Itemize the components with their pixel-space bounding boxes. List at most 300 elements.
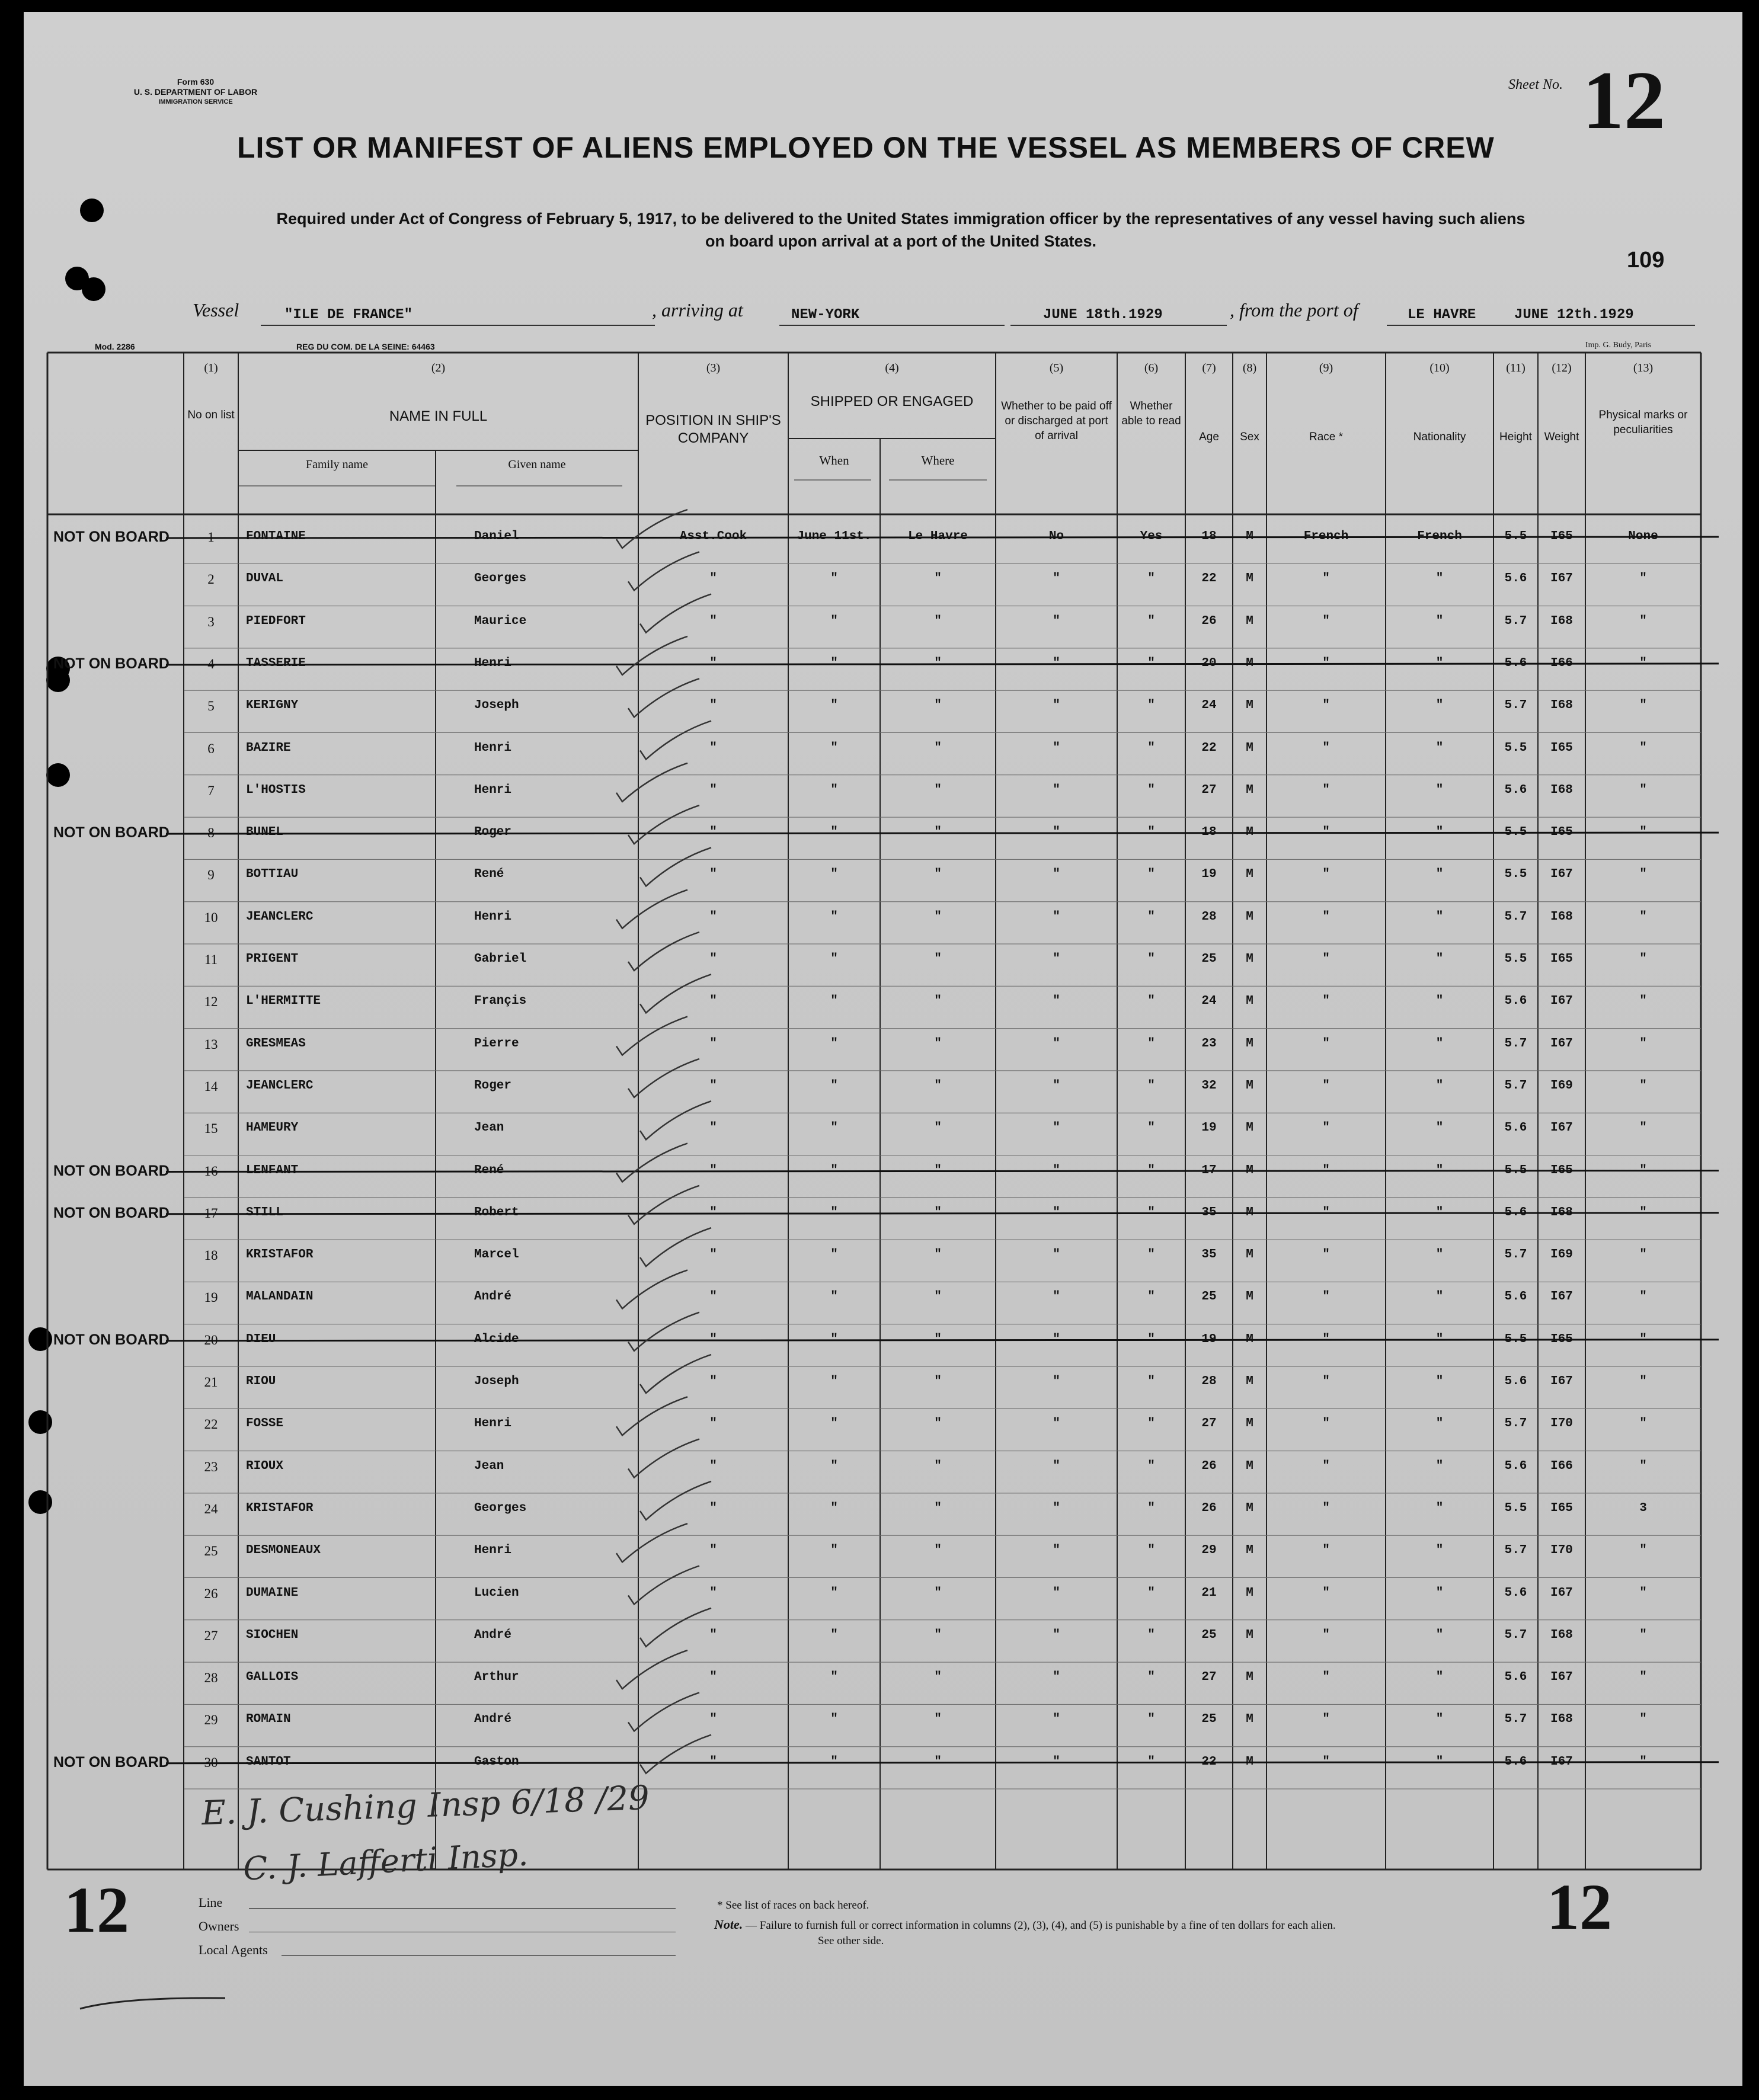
page-number: 109 (1627, 248, 1665, 273)
cell-weight: I68 (1550, 1205, 1573, 1219)
cell-race: " (1322, 1248, 1330, 1262)
cell-position: " (709, 572, 717, 586)
cell-when: " (830, 1755, 838, 1769)
cell-age: 17 (1201, 1163, 1217, 1177)
cell-position: " (709, 1375, 717, 1388)
cell-age: 24 (1201, 699, 1217, 713)
cell-race: " (1322, 1290, 1330, 1304)
cell-race: " (1322, 994, 1330, 1009)
cell-position: " (709, 994, 717, 1009)
cell-when: " (830, 910, 838, 924)
cell-when: " (830, 1501, 838, 1515)
cell-where: " (934, 1755, 942, 1769)
cell-where: " (934, 952, 942, 966)
cell-given: André (474, 1628, 512, 1642)
when-header: When (819, 453, 849, 468)
cell-weight: I70 (1550, 1417, 1573, 1431)
cell-height: 5.7 (1504, 614, 1527, 628)
cell-race: " (1322, 1036, 1330, 1051)
cell-when: " (830, 1586, 838, 1600)
column-number: (8) (1242, 361, 1257, 374)
cell-when: " (830, 1248, 838, 1262)
cell-given: Joseph (474, 1375, 519, 1388)
cell-no: 28 (204, 1670, 218, 1686)
cell-nat: French (1417, 530, 1462, 543)
cell-sex: M (1246, 741, 1253, 755)
cell-read: " (1147, 572, 1155, 586)
cell-height: 5.6 (1504, 1670, 1527, 1685)
cell-nat: " (1435, 1670, 1444, 1685)
cell-where: " (934, 614, 942, 628)
cell-weight: I68 (1550, 910, 1573, 924)
cell-given: Henri (474, 1417, 512, 1431)
cell-given: Gaston (474, 1755, 519, 1769)
cell-height: 5.5 (1504, 1501, 1527, 1515)
cell-race: " (1322, 1712, 1330, 1727)
cell-when: " (830, 1332, 838, 1346)
cell-paid: " (1053, 910, 1060, 924)
cell-position: " (709, 1290, 717, 1304)
cell-nat: " (1435, 1755, 1444, 1769)
cell-race: " (1322, 1670, 1330, 1685)
footer-number-right: 12 (1547, 1871, 1612, 1943)
cell-no: 24 (204, 1501, 218, 1516)
cell-marks: " (1639, 1417, 1647, 1431)
cell-paid: " (1053, 656, 1060, 670)
cell-read: " (1147, 1628, 1155, 1642)
cell-nat: " (1435, 699, 1444, 713)
cell-no: 20 (204, 1332, 218, 1347)
cell-when: " (830, 1628, 838, 1642)
cell-read: " (1147, 952, 1155, 966)
cell-position: " (709, 1501, 717, 1515)
cell-no: 9 (207, 867, 215, 883)
cell-paid: " (1053, 1163, 1060, 1177)
cell-position: " (709, 1036, 717, 1051)
cell-read: " (1147, 1670, 1155, 1685)
cell-sex: M (1246, 1375, 1253, 1388)
cell-paid: " (1053, 1586, 1060, 1600)
cell-paid: " (1053, 1755, 1060, 1769)
subtitle-line-1: Required under Act of Congress of February 5, 1917, to be delivered to the United States immigration officer by the representatives of any vessel having such aliens (276, 210, 1525, 228)
cell-family: TASSERIE (246, 656, 306, 670)
cell-weight: I67 (1550, 1670, 1573, 1685)
owners-label: Owners (199, 1919, 239, 1933)
cell-height: 5.6 (1504, 994, 1527, 1009)
cell-weight: I66 (1550, 1459, 1573, 1473)
cell-race: French (1303, 530, 1349, 543)
cell-position: " (709, 910, 717, 924)
cell-given: Maurice (474, 614, 527, 628)
cell-position: " (709, 1586, 717, 1600)
cell-position: " (709, 825, 717, 840)
footnote-other-side: See other side. (818, 1935, 884, 1947)
cell-race: " (1322, 1332, 1330, 1346)
column-header-c1: No on list (187, 409, 235, 421)
cell-family: BOTTIAU (246, 867, 299, 882)
cell-weight: I65 (1550, 1332, 1573, 1346)
cell-race: " (1322, 783, 1330, 797)
cell-weight: I67 (1550, 1290, 1573, 1304)
cell-family: KERIGNY (246, 699, 299, 713)
note-text: — Failure to furnish full or correct information in columns (2), (3), (4), and (5) is punishable by a fine of ten dollars for each alien. (746, 1919, 1336, 1932)
status-not-on-board: NOT ON BOARD (53, 824, 169, 841)
cell-weight: I67 (1550, 1755, 1573, 1769)
cell-paid: " (1053, 1290, 1060, 1304)
footer-scrawl (77, 1991, 231, 2015)
cell-nat: " (1435, 572, 1444, 586)
cell-when: June 11st. (797, 530, 872, 543)
cell-marks: " (1639, 1121, 1647, 1135)
cell-age: 27 (1201, 783, 1217, 797)
cell-when: " (830, 1459, 838, 1473)
cell-where: " (934, 1459, 942, 1473)
cell-no: 16 (204, 1163, 218, 1179)
cell-sex: M (1246, 1459, 1253, 1473)
cell-no: 4 (207, 656, 215, 671)
cell-family: DESMONEAUX (246, 1544, 321, 1558)
cell-height: 5.6 (1504, 656, 1527, 670)
cell-given: Jean (474, 1121, 504, 1135)
cell-height: 5.6 (1504, 1205, 1527, 1219)
cell-nat: " (1435, 1712, 1444, 1727)
cell-position: " (709, 1332, 717, 1346)
cell-paid: " (1053, 1375, 1060, 1388)
cell-no: 11 (204, 952, 218, 967)
cell-race: " (1322, 1417, 1330, 1431)
cell-where: " (934, 994, 942, 1009)
cell-where: " (934, 783, 942, 797)
cell-weight: I65 (1550, 1163, 1573, 1177)
cell-age: 24 (1201, 994, 1217, 1009)
cell-weight: I67 (1550, 572, 1573, 586)
cell-no: 15 (204, 1121, 218, 1137)
cell-given: Marcel (474, 1248, 519, 1262)
column-header-c10: Nationality (1413, 431, 1466, 443)
cell-when: " (830, 1712, 838, 1727)
cell-read: " (1147, 1078, 1155, 1093)
cell-no: 25 (204, 1544, 218, 1559)
cell-family: BUNEL (246, 825, 284, 840)
cell-position: " (709, 1417, 717, 1431)
cell-position: " (709, 614, 717, 628)
cell-family: SIOCHEN (246, 1628, 299, 1642)
cell-no: 18 (204, 1248, 218, 1263)
cell-nat: " (1435, 1205, 1444, 1219)
cell-where: " (934, 1078, 942, 1093)
cell-no: 7 (207, 783, 215, 798)
cell-age: 22 (1201, 572, 1217, 586)
cell-read: " (1147, 783, 1155, 797)
cell-sex: M (1246, 867, 1253, 882)
cell-paid: " (1053, 825, 1060, 840)
cell-weight: I69 (1550, 1248, 1573, 1262)
cell-age: 26 (1201, 614, 1217, 628)
cell-weight: I65 (1550, 825, 1573, 840)
cell-read: " (1147, 1036, 1155, 1051)
column-number: (6) (1144, 361, 1159, 374)
cell-given: Jean (474, 1459, 504, 1473)
cell-race: " (1322, 1586, 1330, 1600)
cell-paid: " (1053, 1205, 1060, 1219)
cell-age: 28 (1201, 910, 1217, 924)
cell-weight: I68 (1550, 1628, 1573, 1642)
vessel-label: Vessel (193, 299, 239, 321)
cell-weight: I65 (1550, 530, 1573, 543)
cell-family: DIEU (246, 1332, 276, 1346)
status-not-on-board: NOT ON BOARD (53, 1204, 169, 1221)
cell-height: 5.6 (1504, 1459, 1527, 1473)
cell-weight: I67 (1550, 1586, 1573, 1600)
cell-position: " (709, 741, 717, 755)
cell-marks: " (1639, 741, 1647, 755)
cell-given: Henri (474, 910, 512, 924)
cell-marks: " (1639, 910, 1647, 924)
cell-height: 5.7 (1504, 910, 1527, 924)
line-label: Line (199, 1895, 223, 1910)
cell-where: " (934, 656, 942, 670)
cell-read: " (1147, 1755, 1155, 1769)
cell-paid: " (1053, 614, 1060, 628)
cell-race: " (1322, 1205, 1330, 1219)
column-number: (1) (204, 361, 218, 374)
cell-where: " (934, 1417, 942, 1431)
column-number: (5) (1049, 361, 1064, 374)
service-name: IMMIGRATION SERVICE (158, 98, 233, 105)
cell-marks: " (1639, 1078, 1647, 1093)
cell-nat: " (1435, 1290, 1444, 1304)
cell-where: " (934, 1586, 942, 1600)
from-port: LE HAVRE (1408, 307, 1476, 323)
cell-marks: " (1639, 1755, 1647, 1769)
cell-no: 2 (207, 572, 215, 587)
cell-nat: " (1435, 952, 1444, 966)
status-not-on-board: NOT ON BOARD (53, 529, 169, 545)
cell-sex: M (1246, 614, 1253, 628)
cell-age: 23 (1201, 1036, 1217, 1051)
cell-when: " (830, 1163, 838, 1177)
cell-nat: " (1435, 1459, 1444, 1473)
cell-no: 21 (204, 1375, 218, 1390)
column-header-c6: Whether able to read (1121, 400, 1181, 427)
cell-where: " (934, 910, 942, 924)
cell-age: 19 (1201, 867, 1217, 882)
cell-age: 18 (1201, 825, 1217, 840)
cell-height: 5.5 (1504, 952, 1527, 966)
cell-position: " (709, 1628, 717, 1642)
cell-height: 5.6 (1504, 1121, 1527, 1135)
cell-nat: " (1435, 1586, 1444, 1600)
cell-paid: " (1053, 1670, 1060, 1685)
cell-race: " (1322, 572, 1330, 586)
cell-age: 18 (1201, 530, 1217, 543)
cell-position: " (709, 1248, 717, 1262)
cell-no: 6 (207, 741, 215, 756)
cell-given: Lucien (474, 1586, 519, 1600)
cell-read: " (1147, 741, 1155, 755)
cell-position: " (709, 783, 717, 797)
cell-read: " (1147, 994, 1155, 1009)
cell-marks: " (1639, 1036, 1647, 1051)
cell-family: STILL (246, 1205, 284, 1219)
cell-height: 5.5 (1504, 530, 1527, 543)
cell-no: 5 (207, 699, 215, 714)
cell-sex: M (1246, 1501, 1253, 1515)
cell-marks: " (1639, 867, 1647, 882)
cell-no: 30 (204, 1755, 218, 1770)
column-number: (13) (1633, 361, 1654, 374)
cell-sex: M (1246, 783, 1253, 797)
cell-sex: M (1246, 1036, 1253, 1051)
cell-where: " (934, 1036, 942, 1051)
cell-paid: " (1053, 1417, 1060, 1431)
cell-marks: " (1639, 1205, 1647, 1219)
cell-age: 26 (1201, 1459, 1217, 1473)
cell-read: " (1147, 1205, 1155, 1219)
cell-weight: I65 (1550, 952, 1573, 966)
arriving-port: NEW-YORK (791, 307, 860, 323)
vessel-name: "ILE DE FRANCE" (284, 307, 413, 323)
arrival-date: JUNE 18th.1929 (1043, 307, 1163, 323)
cell-read: " (1147, 910, 1155, 924)
cell-marks: " (1639, 1290, 1647, 1304)
status-not-on-board: NOT ON BOARD (53, 655, 169, 672)
cell-marks: 3 (1639, 1501, 1647, 1515)
cell-given: Françis (474, 994, 527, 1009)
cell-weight: I70 (1550, 1544, 1573, 1558)
cell-weight: I67 (1550, 994, 1573, 1009)
cell-family: DUVAL (246, 572, 284, 586)
cell-paid: " (1053, 783, 1060, 797)
cell-sex: M (1246, 1670, 1253, 1685)
cell-position: " (709, 699, 717, 713)
cell-when: " (830, 1670, 838, 1685)
cell-where: " (934, 1290, 942, 1304)
column-header-c9: Race * (1309, 431, 1344, 443)
cell-age: 25 (1201, 1290, 1217, 1304)
cell-weight: I68 (1550, 699, 1573, 713)
cell-family: RIOU (246, 1375, 276, 1388)
cell-given: René (474, 1163, 504, 1177)
cell-sex: M (1246, 1586, 1253, 1600)
cell-race: " (1322, 1375, 1330, 1388)
cell-age: 19 (1201, 1332, 1217, 1346)
cell-when: " (830, 656, 838, 670)
cell-given: André (474, 1712, 512, 1727)
cell-family: BAZIRE (246, 741, 291, 755)
cell-nat: " (1435, 910, 1444, 924)
column-number: (10) (1429, 361, 1450, 374)
cell-read: " (1147, 1248, 1155, 1262)
cell-given: Daniel (474, 530, 519, 543)
cell-given: Georges (474, 1501, 527, 1515)
cell-paid: " (1053, 1078, 1060, 1093)
family-name-header: Family name (306, 458, 368, 471)
cell-where: " (934, 1628, 942, 1642)
cell-no: 27 (204, 1628, 218, 1643)
cell-where: " (934, 572, 942, 586)
cell-weight: I67 (1550, 1375, 1573, 1388)
cell-read: " (1147, 1121, 1155, 1135)
cell-height: 5.7 (1504, 1417, 1527, 1431)
cell-position: " (709, 1078, 717, 1093)
cell-nat: " (1435, 1501, 1444, 1515)
cell-age: 20 (1201, 656, 1217, 670)
cell-family: LENFANT (246, 1163, 299, 1177)
cell-given: Alcide (474, 1332, 519, 1346)
cell-position: " (709, 1755, 717, 1769)
cell-family: L'HOSTIS (246, 783, 306, 797)
cell-sex: M (1246, 699, 1253, 713)
cell-read: " (1147, 1375, 1155, 1388)
cell-family: ROMAIN (246, 1712, 291, 1727)
cell-when: " (830, 1375, 838, 1388)
cell-read: " (1147, 1163, 1155, 1177)
column-number: (12) (1552, 361, 1572, 374)
cell-height: 5.6 (1504, 1755, 1527, 1769)
cell-paid: " (1053, 741, 1060, 755)
line-underline (249, 1908, 676, 1909)
cell-no: 29 (204, 1712, 218, 1728)
cell-nat: " (1435, 1121, 1444, 1135)
cell-marks: " (1639, 1670, 1647, 1685)
cell-paid: " (1053, 1501, 1060, 1515)
cell-family: HAMEURY (246, 1121, 299, 1135)
column-header-c2: NAME IN FULL (389, 408, 488, 424)
cell-race: " (1322, 1755, 1330, 1769)
cell-family: L'HERMITTE (246, 994, 321, 1009)
column-number: (9) (1319, 361, 1333, 374)
cell-paid: " (1053, 994, 1060, 1009)
cell-read: " (1147, 867, 1155, 882)
cell-where: " (934, 1332, 942, 1346)
subtitle-line-2: on board upon arrival at a port of the United States. (705, 232, 1097, 250)
cell-read: Yes (1140, 530, 1163, 543)
inspector-signature-1: E. J. Cushing Insp 6/18 /29 (201, 1778, 650, 1833)
cell-read: " (1147, 1459, 1155, 1473)
cell-given: Pierre (474, 1036, 519, 1051)
cell-where: " (934, 1205, 942, 1219)
cell-no: 14 (204, 1078, 218, 1094)
cell-weight: I67 (1550, 1121, 1573, 1135)
cell-sex: M (1246, 1290, 1253, 1304)
cell-nat: " (1435, 1078, 1444, 1093)
cell-read: " (1147, 656, 1155, 670)
cell-race: " (1322, 1163, 1330, 1177)
cell-given: Georges (474, 572, 527, 586)
column-header-c5: Whether to be paid off or discharged at port of arrival (1001, 400, 1112, 442)
cell-read: " (1147, 1501, 1155, 1515)
cell-marks: " (1639, 1332, 1647, 1346)
cell-where: " (934, 867, 942, 882)
cell-height: 5.6 (1504, 572, 1527, 586)
cell-where: " (934, 1501, 942, 1515)
cell-sex: M (1246, 1755, 1253, 1769)
cell-sex: M (1246, 1332, 1253, 1346)
cell-nat: " (1435, 1544, 1444, 1558)
cell-race: " (1322, 1078, 1330, 1093)
cell-marks: " (1639, 1248, 1647, 1262)
cell-nat: " (1435, 741, 1444, 755)
cell-weight: I68 (1550, 783, 1573, 797)
cell-no: 17 (204, 1205, 218, 1221)
column-number: (2) (431, 361, 446, 374)
cell-paid: " (1053, 699, 1060, 713)
cell-when: " (830, 1121, 838, 1135)
cell-marks: " (1639, 783, 1647, 797)
cell-no: 19 (204, 1290, 218, 1305)
cell-family: KRISTAFOR (246, 1248, 314, 1262)
